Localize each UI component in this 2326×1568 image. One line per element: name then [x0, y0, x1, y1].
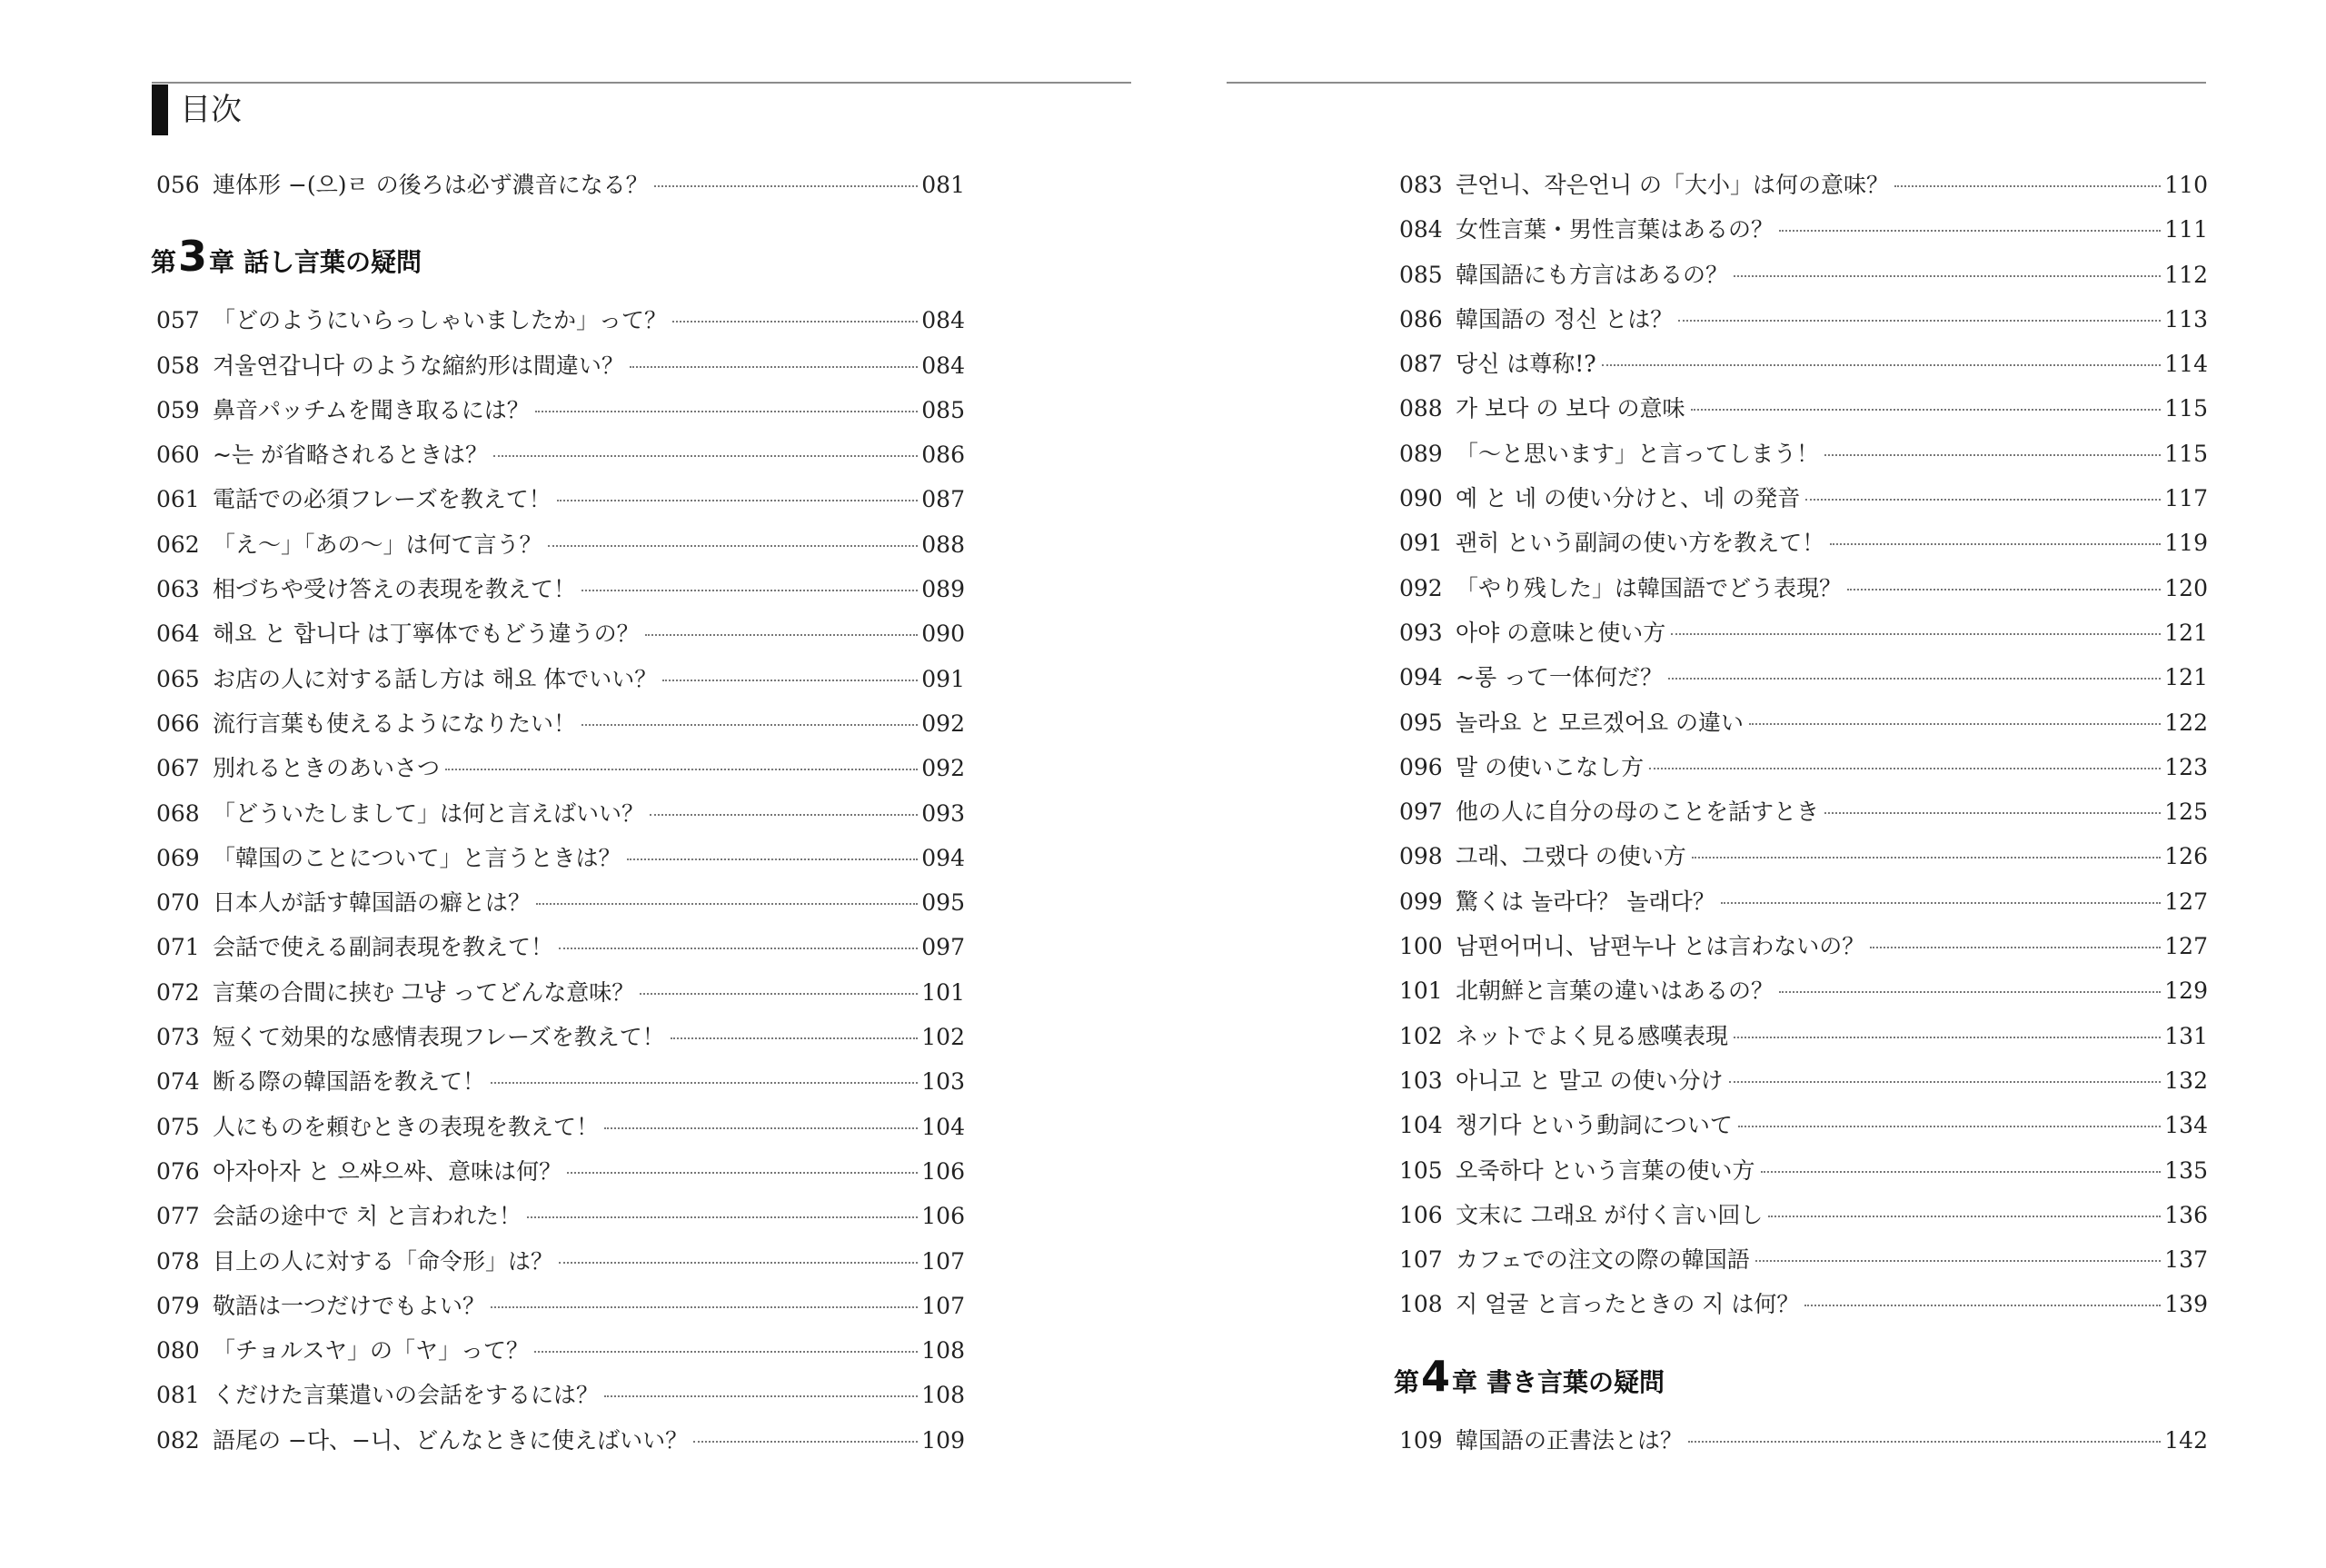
toc-entry[interactable]	[156, 975, 965, 1019]
toc-entry-page: 137	[2164, 1246, 2208, 1274]
toc-entry-number: 081	[156, 1382, 200, 1409]
dot-leader	[1688, 1441, 2161, 1443]
toc-entry-page: 121	[2164, 664, 2208, 691]
chapter-heading-4	[1394, 1332, 2208, 1423]
dot-leader	[693, 1441, 918, 1443]
toc-entry-number: 076	[156, 1157, 200, 1185]
toc-entry-page: 106	[921, 1203, 965, 1230]
toc-entry-page: 086	[921, 442, 965, 469]
dot-leader	[493, 455, 918, 457]
toc-entry[interactable]	[156, 750, 965, 795]
toc-entry-page: 104	[921, 1113, 965, 1140]
dot-leader	[1668, 678, 2161, 680]
toc-entry-page: 115	[2164, 440, 2208, 467]
toc-entry[interactable]	[156, 1423, 965, 1467]
toc-entry-number: 058	[156, 352, 200, 379]
dot-leader	[491, 1082, 918, 1084]
toc-entry-title: 言葉の合間に挟む 그냥 ってどんな意味？	[213, 978, 635, 1006]
dot-leader	[567, 1172, 918, 1174]
toc-entry[interactable]	[156, 1244, 965, 1288]
toc-entry-number: 094	[1399, 664, 1443, 691]
toc-entry-number: 091	[1399, 530, 1443, 557]
toc-entry-page: 111	[2164, 216, 2208, 243]
toc-entry-number: 102	[1399, 1022, 1443, 1049]
toc-entry[interactable]	[1399, 1197, 2208, 1242]
toc-entry-title: 아야 の意味と使い方	[1456, 619, 1666, 646]
dot-leader	[671, 1037, 919, 1039]
toc-entry-number: 080	[156, 1337, 200, 1365]
toc-entry-number: 078	[156, 1247, 200, 1275]
dot-leader	[1721, 902, 2161, 904]
chapter-heading-3	[151, 212, 965, 303]
toc-entry-page: 093	[921, 799, 965, 827]
dot-leader	[1824, 812, 2161, 814]
toc-entry-page: 091	[921, 665, 965, 692]
dot-leader	[604, 1395, 918, 1397]
dot-leader	[1692, 857, 2162, 858]
toc-entry[interactable]	[1399, 615, 2208, 660]
toc-entry-title: 断る際の韓国語を教えて！	[213, 1068, 486, 1096]
toc-entry-page: 081	[921, 172, 965, 198]
dot-leader	[654, 185, 919, 187]
chapter-title: 話し言葉の疑問	[244, 247, 422, 278]
dot-leader	[491, 1306, 918, 1308]
toc-entry-number: 061	[156, 486, 200, 513]
toc-entry-page: 117	[2164, 485, 2208, 512]
toc-entry[interactable]	[156, 661, 965, 706]
dot-leader	[559, 1262, 918, 1264]
toc-entry-number: 060	[156, 442, 200, 469]
toc-entry-page: 123	[2164, 753, 2208, 780]
toc-entry-number: 083	[1399, 172, 1443, 198]
toc-entry[interactable]	[1399, 1107, 2208, 1152]
dot-leader	[1734, 275, 2161, 277]
toc-entry[interactable]	[156, 885, 965, 929]
toc-entry-number: 098	[1399, 843, 1443, 870]
chapter-title: 書き言葉の疑問	[1486, 1366, 1665, 1397]
toc-entry[interactable]	[1399, 346, 2208, 391]
toc-entry-number: 088	[1399, 395, 1443, 422]
toc-entry-title: 女性言葉・男性言葉はあるの？	[1456, 216, 1774, 243]
toc-entry-title: 챙기다 という動詞について	[1456, 1112, 1733, 1139]
toc-entry[interactable]	[156, 1019, 965, 1064]
dot-leader	[672, 321, 918, 323]
dot-leader	[662, 680, 918, 681]
toc-entry[interactable]	[156, 392, 965, 437]
toc-entry-number: 067	[156, 755, 200, 782]
toc-entry-page: 113	[2164, 305, 2208, 332]
toc-entry-page: 139	[2164, 1291, 2208, 1318]
toc-entry-page: 112	[2164, 261, 2208, 288]
toc-entry-page: 092	[921, 710, 965, 737]
toc-entry[interactable]	[1399, 212, 2208, 256]
toc-entry[interactable]	[1399, 302, 2208, 346]
toc-entry-number: 097	[1399, 799, 1443, 826]
toc-entry[interactable]	[156, 348, 965, 392]
toc-entry-number: 066	[156, 710, 200, 737]
dot-leader	[650, 814, 918, 816]
toc-entry-page: 108	[921, 1382, 965, 1409]
toc-entry[interactable]	[1399, 571, 2208, 615]
toc-entry-title: 겨울연갑니다 のような縮約形は間違い？	[213, 352, 624, 379]
toc-entry-title: くだけた言葉遣いの会話をするには？	[213, 1382, 600, 1409]
toc-entry[interactable]	[156, 1377, 965, 1422]
chapter-suffix: 章	[1452, 1366, 1478, 1397]
dot-leader	[445, 769, 918, 770]
toc-entry[interactable]	[1399, 973, 2208, 1017]
toc-entry[interactable]	[156, 481, 965, 526]
toc-entry-page: 110	[2164, 172, 2208, 198]
toc-entry-title: 「え〜」「あの〜」は何て言う？	[213, 531, 542, 558]
toc-entry-page: 120	[2164, 574, 2208, 601]
toc-entry[interactable]	[1399, 167, 2208, 212]
toc-entry-page: 132	[2164, 1067, 2208, 1094]
toc-entry[interactable]	[156, 840, 965, 885]
dot-leader	[527, 1216, 918, 1218]
toc-entry-number: 075	[156, 1113, 200, 1140]
toc-entry-page: 085	[921, 396, 965, 423]
dot-leader	[582, 590, 918, 591]
toc-entry[interactable]	[1399, 1286, 2208, 1331]
toc-entry-title: 相づちや受け答えの表現を教えて！	[213, 576, 577, 603]
toc-entry-number: 084	[1399, 216, 1443, 243]
toc-entry[interactable]	[156, 1198, 965, 1243]
toc-entry-page: 084	[921, 352, 965, 379]
toc-entry-title: ~는 が省略されるときは？	[213, 442, 489, 469]
toc-entry-title: 「韓国のことについて」と言うときは？	[213, 844, 621, 871]
toc-entry-number: 106	[1399, 1201, 1443, 1228]
toc-entry-title: 지 얼굴 と言ったときの 지 は何？	[1456, 1291, 1800, 1318]
toc-entry-page: 134	[2164, 1112, 2208, 1139]
toc-entry-page: 122	[2164, 709, 2208, 736]
toc-entry-title: 別れるときのあいさつ	[213, 755, 441, 782]
toc-entry-title: 敬語は一つだけでもよい？	[213, 1292, 486, 1319]
toc-entry-number: 077	[156, 1203, 200, 1230]
dot-leader	[630, 366, 918, 368]
header-marker-bar	[152, 84, 168, 135]
dot-leader	[1894, 185, 2161, 187]
toc-entry-number: 109	[1399, 1426, 1443, 1454]
toc-entry-title: 괜히 という副詞の使い方を教えて！	[1456, 530, 1825, 557]
toc-entry-number: 100	[1399, 933, 1443, 960]
toc-entry-title: 語尾の −다、−니、どんなときに使えばいい？	[213, 1426, 689, 1454]
toc-entry-number: 068	[156, 799, 200, 827]
toc-entry[interactable]	[1399, 391, 2208, 435]
toc-entry-title: 당신 は尊称!?	[1456, 351, 1596, 378]
toc-entry[interactable]	[156, 303, 965, 347]
toc-entry-title: 短くて効果的な感情表現フレーズを教えて！	[213, 1024, 665, 1051]
dot-leader	[1734, 1037, 2161, 1038]
toc-entry-number: 087	[1399, 351, 1443, 378]
chapter-prefix: 第	[1394, 1366, 1420, 1397]
dot-leader	[582, 724, 918, 726]
toc-entry-page: 084	[921, 307, 965, 334]
toc-entry[interactable]	[156, 616, 965, 660]
toc-entry-number: 082	[156, 1426, 200, 1454]
dot-leader	[1649, 768, 2161, 769]
toc-entry-title: カフェでの注文の際の韓国語	[1456, 1246, 1750, 1274]
toc-entry-page: 103	[921, 1068, 965, 1096]
toc-entry-page: 090	[921, 620, 965, 648]
dot-leader	[1779, 991, 2161, 993]
toc-entry-page: 129	[2164, 978, 2208, 1005]
toc-entry[interactable]	[156, 1109, 965, 1154]
toc-entry-number: 092	[1399, 574, 1443, 601]
toc-entry-title: ネットでよく見る感嘆表現	[1456, 1022, 1729, 1049]
toc-entry[interactable]	[1399, 1063, 2208, 1107]
toc-entry-title: 남편어머니、남편누나 とは言わないの？	[1456, 933, 1865, 960]
toc-entry-title: 目上の人に対する「命令形」は？	[213, 1247, 554, 1275]
dot-leader	[1602, 364, 2162, 366]
toc-entry-page: 131	[2164, 1022, 2208, 1049]
toc-entry-number: 099	[1399, 888, 1443, 915]
toc-entry-title: 日本人が話す韓国語の癖とは？	[213, 889, 532, 917]
toc-group-left-before	[156, 167, 965, 212]
toc-entry-page: 127	[2164, 888, 2208, 915]
dot-leader	[1847, 589, 2161, 590]
toc-entry-number: 085	[1399, 261, 1443, 288]
toc-entry[interactable]	[1399, 1423, 2208, 1467]
toc-entry-title: 電話での必須フレーズを教えて！	[213, 486, 552, 513]
toc-entry-number: 057	[156, 307, 200, 334]
toc-entry[interactable]	[156, 1154, 965, 1198]
toc-entry-number: 074	[156, 1068, 200, 1096]
toc-entry-number: 095	[1399, 709, 1443, 736]
toc-entry-page: 115	[2164, 395, 2208, 422]
top-rule-left	[152, 82, 1131, 84]
toc-entry-title: 아니고 と 말고 の使い分け	[1456, 1067, 1724, 1094]
toc-entry-number: 071	[156, 934, 200, 961]
chapter-prefix: 第	[151, 247, 177, 278]
chapter-number: 4	[1421, 1351, 1451, 1401]
toc-entry-title: 놀라요 と 모르겠어요 の違い	[1456, 709, 1744, 736]
toc-entry-title: 韓国語にも方言はあるの？	[1456, 261, 1729, 288]
toc-entry-page: 114	[2164, 351, 2208, 378]
toc-entry-number: 108	[1399, 1291, 1443, 1318]
dot-leader	[645, 634, 919, 636]
toc-entry-number: 064	[156, 620, 200, 648]
toc-entry-page: 136	[2164, 1201, 2208, 1228]
toc-entry-number: 069	[156, 844, 200, 871]
chapter-suffix: 章	[209, 247, 235, 278]
chapter-number: 3	[178, 232, 208, 282]
toc-entry[interactable]	[1399, 1153, 2208, 1197]
toc-entry[interactable]	[1399, 481, 2208, 525]
toc-entry-number: 079	[156, 1292, 200, 1319]
toc-entry[interactable]	[1399, 705, 2208, 749]
toc-entry-page: 106	[921, 1157, 965, 1185]
toc-entry-page: 119	[2164, 530, 2208, 557]
toc-entry-number: 105	[1399, 1156, 1443, 1184]
toc-entry-title: 「どのようにいらっしゃいましたか」って？	[213, 307, 668, 334]
dot-leader	[548, 545, 919, 547]
toc-entry-number: 065	[156, 665, 200, 692]
dot-leader	[1678, 320, 2161, 322]
toc-entry-title: 「どういたしまして」は何と言えばいい？	[213, 799, 645, 827]
toc-entry-title: 말 の使いこなし方	[1456, 753, 1645, 780]
toc-entry-number: 104	[1399, 1112, 1443, 1139]
dot-leader	[604, 1127, 918, 1129]
toc-entry-number: 107	[1399, 1246, 1443, 1274]
toc-entry-number: 073	[156, 1024, 200, 1051]
toc-entry-title: 韓国語の正書法とは？	[1456, 1426, 1684, 1454]
toc-entry-number: 070	[156, 889, 200, 917]
toc-entry[interactable]	[156, 571, 965, 616]
toc-entry-number: 056	[156, 172, 200, 198]
dot-leader	[627, 858, 919, 860]
toc-entry-title: 驚くは 놀라다？ 놀래다？	[1456, 888, 1715, 915]
toc-entry[interactable]	[1399, 839, 2208, 883]
toc-entry-title: 오죽하다 という言葉の使い方	[1456, 1156, 1755, 1184]
toc-entry-number: 072	[156, 978, 200, 1006]
toc-entry-title: 큰언니、작은언니 の「大小」は何の意味？	[1456, 172, 1889, 198]
toc-entry-number: 093	[1399, 619, 1443, 646]
toc-entry-number: 101	[1399, 978, 1443, 1005]
toc-entry-title: 流行言葉も使えるようになりたい！	[213, 710, 577, 737]
dot-leader	[535, 411, 919, 412]
dot-leader	[1779, 230, 2161, 232]
toc-group-right-after	[1399, 1423, 2208, 1467]
toc-entry-page: 092	[921, 755, 965, 782]
toc-entry[interactable]	[156, 706, 965, 750]
toc-entry-page: 108	[921, 1337, 965, 1365]
toc-entry-page: 126	[2164, 843, 2208, 870]
toc-entry-page: 121	[2164, 619, 2208, 646]
toc-entry-number: 089	[1399, 440, 1443, 467]
toc-entry[interactable]	[156, 1333, 965, 1377]
dot-leader	[1671, 633, 2161, 635]
toc-entry-number: 063	[156, 576, 200, 603]
dot-leader	[640, 993, 918, 995]
dot-leader	[559, 948, 918, 949]
toc-entry-page: 135	[2164, 1156, 2208, 1184]
toc-entry[interactable]	[1399, 1242, 2208, 1286]
toc-entry-number: 090	[1399, 485, 1443, 512]
toc-entry-number: 062	[156, 531, 200, 558]
toc-entry-title: 人にものを頼むときの表現を教えて！	[213, 1113, 600, 1140]
toc-entry-page: 107	[921, 1292, 965, 1319]
toc-entry-page: 125	[2164, 799, 2208, 826]
toc-entry-title: 「やり残した」は韓国語でどう表現？	[1456, 574, 1843, 601]
toc-entry-title: 他の人に自分の母のことを話すとき	[1456, 799, 1820, 826]
dot-leader	[1804, 1305, 2161, 1306]
toc-entry-page: 127	[2164, 933, 2208, 960]
toc-column-right	[1394, 167, 2208, 1467]
dot-leader	[1768, 1216, 2161, 1217]
toc-group-left-after	[156, 303, 965, 1467]
dot-leader	[1691, 409, 2162, 411]
toc-entry-page: 142	[2164, 1426, 2208, 1454]
toc-entry-number: 086	[1399, 305, 1443, 332]
dot-leader	[557, 500, 919, 501]
toc-entry[interactable]	[1399, 749, 2208, 794]
toc-entry-title: 連体形 −(으)ㄹ の後ろは必ず濃音になる？	[213, 172, 649, 198]
toc-entry-page: 097	[921, 934, 965, 961]
dot-leader	[536, 903, 918, 905]
toc-entry-page: 087	[921, 486, 965, 513]
dot-leader	[1761, 1171, 2162, 1173]
toc-entry-number: 096	[1399, 753, 1443, 780]
dot-leader	[1755, 1260, 2162, 1262]
dot-leader	[1805, 499, 2161, 501]
toc-entry-page: 088	[921, 531, 965, 558]
toc-entry-title: 「〜と思います」と言ってしまう！	[1456, 440, 1820, 467]
toc-entry-title: 예 と 네 の使い分けと、네 の発音	[1456, 485, 1801, 512]
dot-leader	[1729, 1081, 2162, 1083]
toc-entry[interactable]	[1399, 1018, 2208, 1063]
toc-entry[interactable]	[1399, 525, 2208, 570]
toc-entry-title: 鼻音パッチムを聞き取るには？	[213, 396, 530, 423]
toc-entry[interactable]	[156, 527, 965, 571]
toc-entry-number: 103	[1399, 1067, 1443, 1094]
toc-entry-number: 059	[156, 396, 200, 423]
dot-leader	[1749, 723, 2161, 725]
toc-entry-page: 089	[921, 576, 965, 603]
toc-entry-title: 会話で使える副詞表現を教えて！	[213, 934, 554, 961]
toc-entry-title: 「チョルスヤ」の「ヤ」って？	[213, 1337, 530, 1365]
toc-entry[interactable]	[1399, 257, 2208, 302]
dot-leader	[534, 1351, 918, 1353]
toc-entry-page: 095	[921, 889, 965, 917]
toc-entry[interactable]	[156, 167, 965, 212]
toc-entry-title: 北朝鮮と言葉の違いはあるの？	[1456, 978, 1774, 1005]
toc-entry-title: 해요 と 합니다 は丁寧体でもどう違うの？	[213, 620, 640, 648]
toc-entry[interactable]	[1399, 884, 2208, 928]
dot-leader	[1824, 454, 2161, 456]
toc-entry-title: 그래、그랬다 の使い方	[1456, 843, 1686, 870]
dot-leader	[1830, 543, 2161, 545]
toc-entry[interactable]	[156, 437, 965, 481]
toc-entry-page: 102	[921, 1024, 965, 1051]
page-title: 目次	[180, 92, 242, 128]
toc-entry[interactable]	[1399, 928, 2208, 973]
toc-entry[interactable]	[1399, 436, 2208, 481]
toc-group-right-before	[1399, 167, 2208, 1332]
toc-entry-title: 会話の途中で 치 と言われた！	[213, 1203, 522, 1230]
toc-entry[interactable]	[156, 796, 965, 840]
toc-entry-page: 107	[921, 1247, 965, 1275]
toc-entry-page: 094	[921, 844, 965, 871]
toc-entry[interactable]	[1399, 660, 2208, 704]
toc-entry-title: お店の人に対する話し方は 해요 体でいい？	[213, 665, 658, 692]
toc-entry[interactable]	[156, 1288, 965, 1333]
toc-entry-page: 109	[921, 1426, 965, 1454]
toc-entry[interactable]	[1399, 794, 2208, 839]
dot-leader	[1870, 947, 2161, 948]
toc-entry-title: ~롱 って一体何だ？	[1456, 664, 1664, 691]
toc-column-left	[151, 167, 965, 1467]
toc-entry-page: 101	[921, 978, 965, 1006]
toc-entry[interactable]	[156, 1064, 965, 1108]
dot-leader	[1738, 1126, 2161, 1127]
toc-entry[interactable]	[156, 929, 965, 974]
toc-entry-title: 文末に 그래요 が付く言い回し	[1456, 1201, 1764, 1228]
toc-entry-title: 가 보다 の 보다 の意味	[1456, 395, 1685, 422]
toc-entry-title: 아자아자 と 으쌰으쌰、意味は何？	[213, 1157, 562, 1185]
top-rule-right	[1227, 82, 2206, 84]
toc-entry-title: 韓国語の 정신 とは？	[1456, 305, 1674, 332]
